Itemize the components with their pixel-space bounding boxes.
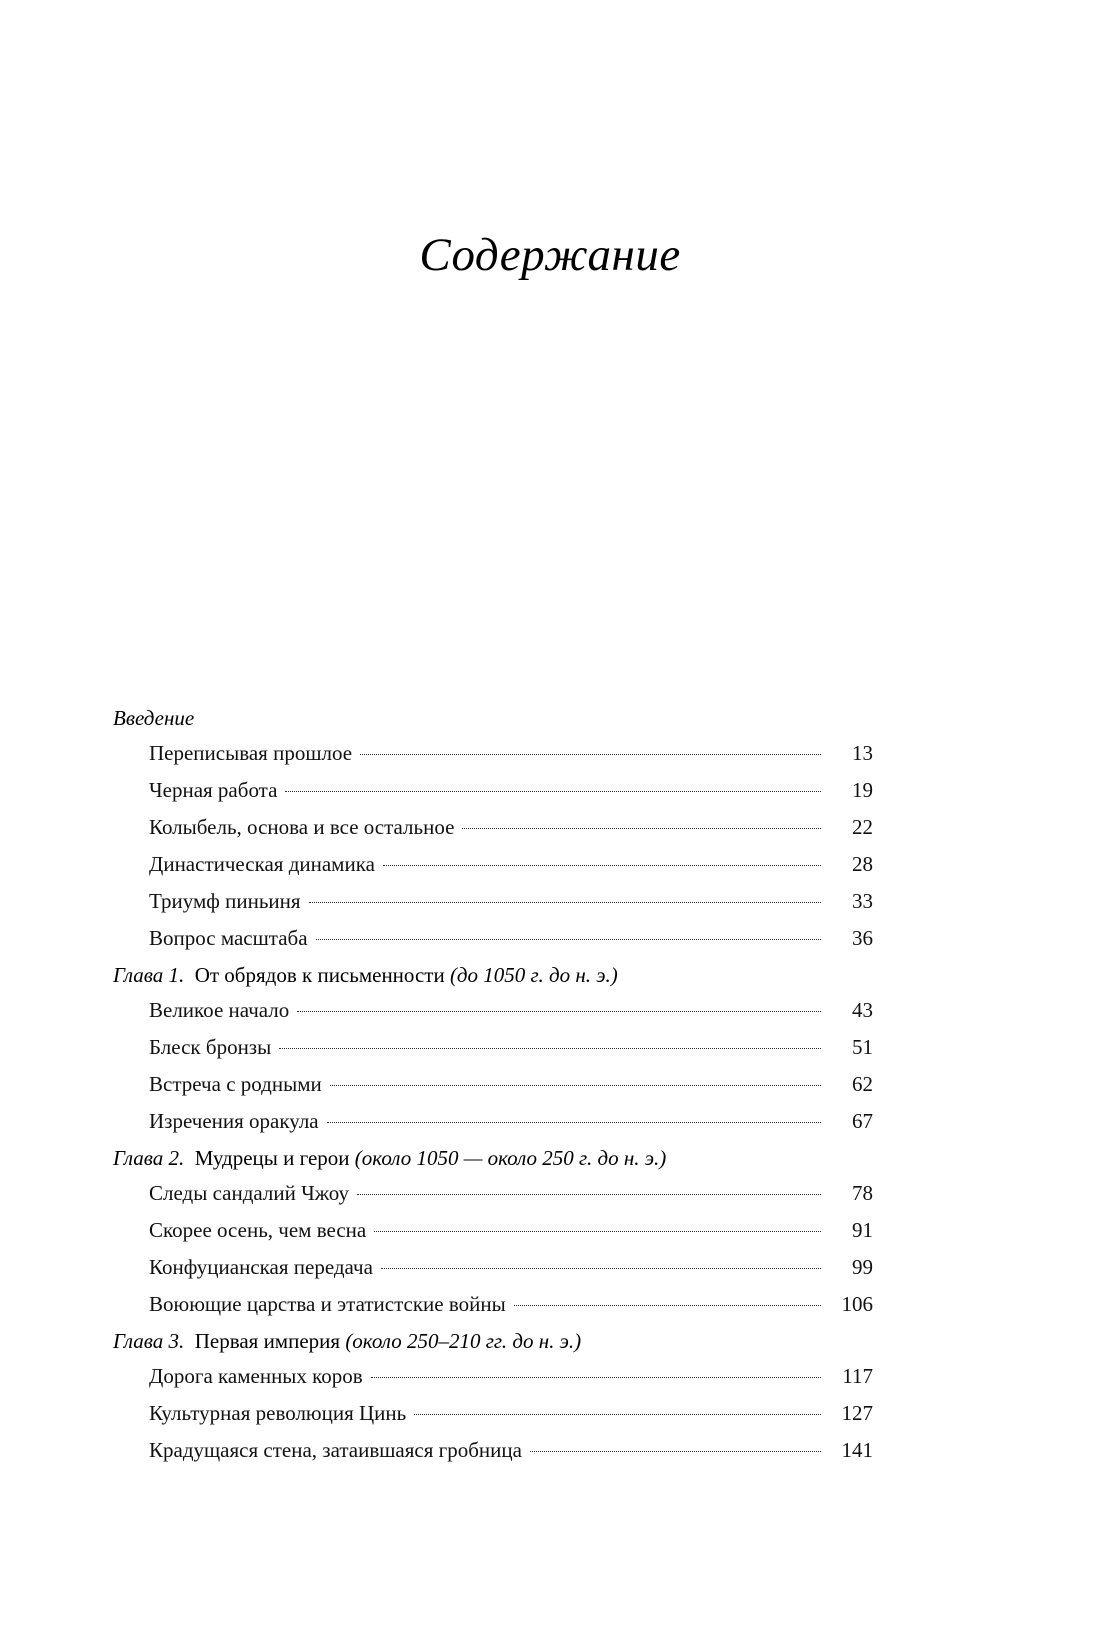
- toc-entry-page: 51: [852, 1035, 873, 1060]
- toc-section-number: Глава 2.: [113, 1146, 185, 1171]
- toc-leader-dots: [309, 902, 821, 903]
- toc-entry-page: 33: [852, 889, 873, 914]
- toc-entry[interactable]: [113, 993, 873, 1027]
- page-title: Содержание: [419, 229, 681, 281]
- toc-section-heading: [113, 706, 873, 731]
- toc-leader-dots: [327, 1122, 821, 1123]
- toc-section-heading: [113, 1146, 873, 1171]
- toc-section-heading: [113, 1329, 873, 1354]
- toc-leader-dots: [414, 1414, 821, 1415]
- toc-entry-label: Крадущаяся стена, затаившаяся гробница: [149, 1438, 522, 1463]
- table-of-contents: [113, 706, 873, 1470]
- toc-leader-dots: [316, 939, 821, 940]
- toc-entry-label: Переписывая прошлое: [149, 741, 353, 765]
- toc-entry[interactable]: [113, 1030, 873, 1064]
- toc-entry[interactable]: [113, 1213, 873, 1247]
- toc-section-heading: [113, 963, 873, 988]
- toc-entry-label: Черная работа: [149, 778, 278, 803]
- toc-entry-label: Триумф пиньиня: [149, 889, 301, 914]
- toc-entry-label: Воюющие царства и этатистские войны: [149, 1292, 506, 1317]
- toc-entry-page: 78: [852, 1181, 873, 1206]
- toc-entry-label: Скорее осень, чем весна: [149, 1218, 367, 1243]
- toc-entry[interactable]: [113, 847, 873, 881]
- toc-entry-page: 67: [852, 1109, 873, 1134]
- toc-section-number: Введение: [113, 706, 195, 730]
- toc-leader-dots: [371, 1377, 821, 1378]
- toc-section: [113, 1329, 873, 1467]
- toc-leader-dots: [297, 1011, 821, 1012]
- toc-section-number: Глава 1.: [113, 963, 185, 988]
- toc-entry-page: 106: [841, 1292, 873, 1317]
- toc-section-title: Первая империя: [194, 1329, 341, 1354]
- toc-leader-dots: [530, 1451, 821, 1452]
- toc-entry-page: 141: [841, 1438, 873, 1463]
- toc-entry-page: 117: [842, 1364, 873, 1389]
- toc-entry-label: Династическая динамика: [149, 852, 375, 877]
- toc-entry[interactable]: [113, 1067, 873, 1101]
- toc-entry-label: Блеск бронзы: [149, 1035, 272, 1060]
- toc-entry[interactable]: [113, 773, 873, 807]
- toc-entry[interactable]: [113, 1176, 873, 1210]
- toc-entry-page: 13: [852, 741, 873, 765]
- toc-leader-dots: [285, 791, 821, 792]
- toc-section-title: От обрядов к письменности: [194, 963, 445, 988]
- toc-entry-page: 36: [852, 926, 873, 951]
- toc-entry-page: 28: [852, 852, 873, 877]
- toc-section-dates: (до 1050 г. до н. э.): [449, 963, 618, 988]
- toc-entry[interactable]: [113, 1433, 873, 1467]
- toc-entry-page: 62: [852, 1072, 873, 1097]
- toc-entry-page: 19: [852, 778, 873, 803]
- toc-entry[interactable]: [113, 1396, 873, 1430]
- toc-entry[interactable]: [113, 810, 873, 844]
- toc-section: [113, 963, 873, 1138]
- toc-entry-page: 22: [852, 815, 873, 840]
- toc-section-dates: (около 1050 — около 250 г. до н. э.): [354, 1146, 667, 1171]
- toc-entry-page: 99: [852, 1255, 873, 1280]
- toc-entry-label: Изречения оракула: [149, 1109, 319, 1134]
- toc-entry-label: Вопрос масштаба: [149, 926, 308, 951]
- toc-leader-dots: [383, 865, 821, 866]
- toc-leader-dots: [374, 1231, 821, 1232]
- toc-leader-dots: [360, 754, 821, 755]
- toc-entry-page: 43: [852, 998, 873, 1023]
- toc-section-title: Мудрецы и герои: [194, 1146, 350, 1171]
- toc-entry-label: Дорога каменных коров: [149, 1364, 363, 1389]
- toc-entry[interactable]: [113, 1250, 873, 1284]
- toc-section-dates: (около 250–210 гг. до н. э.): [345, 1329, 582, 1354]
- toc-entry-label: Конфуцианская передача: [149, 1255, 373, 1280]
- toc-leader-dots: [357, 1194, 821, 1195]
- toc-entry[interactable]: [113, 1287, 873, 1321]
- toc-leader-dots: [279, 1048, 821, 1049]
- toc-entry[interactable]: [113, 884, 873, 918]
- toc-section: [113, 1146, 873, 1321]
- toc-entry[interactable]: [113, 1104, 873, 1138]
- toc-leader-dots: [330, 1085, 821, 1086]
- toc-entry[interactable]: [113, 736, 873, 770]
- toc-section-number: Глава 3.: [113, 1329, 185, 1354]
- toc-entry-label: Встреча с родными: [149, 1072, 322, 1097]
- toc-entry-label: Культурная революция Цинь: [149, 1401, 407, 1426]
- toc-entry-label: Великое начало: [149, 998, 290, 1023]
- toc-entry-page: 91: [852, 1218, 873, 1243]
- toc-leader-dots: [514, 1305, 821, 1306]
- toc-entry-page: 127: [841, 1401, 873, 1426]
- toc-entry-label: Следы сандалий Чжоу: [149, 1181, 349, 1206]
- toc-entry-label: Колыбель, основа и все остальное: [149, 815, 455, 840]
- toc-section: [113, 706, 873, 955]
- toc-entry[interactable]: [113, 1359, 873, 1393]
- toc-entry[interactable]: [113, 921, 873, 955]
- toc-leader-dots: [462, 828, 821, 829]
- toc-leader-dots: [381, 1268, 821, 1269]
